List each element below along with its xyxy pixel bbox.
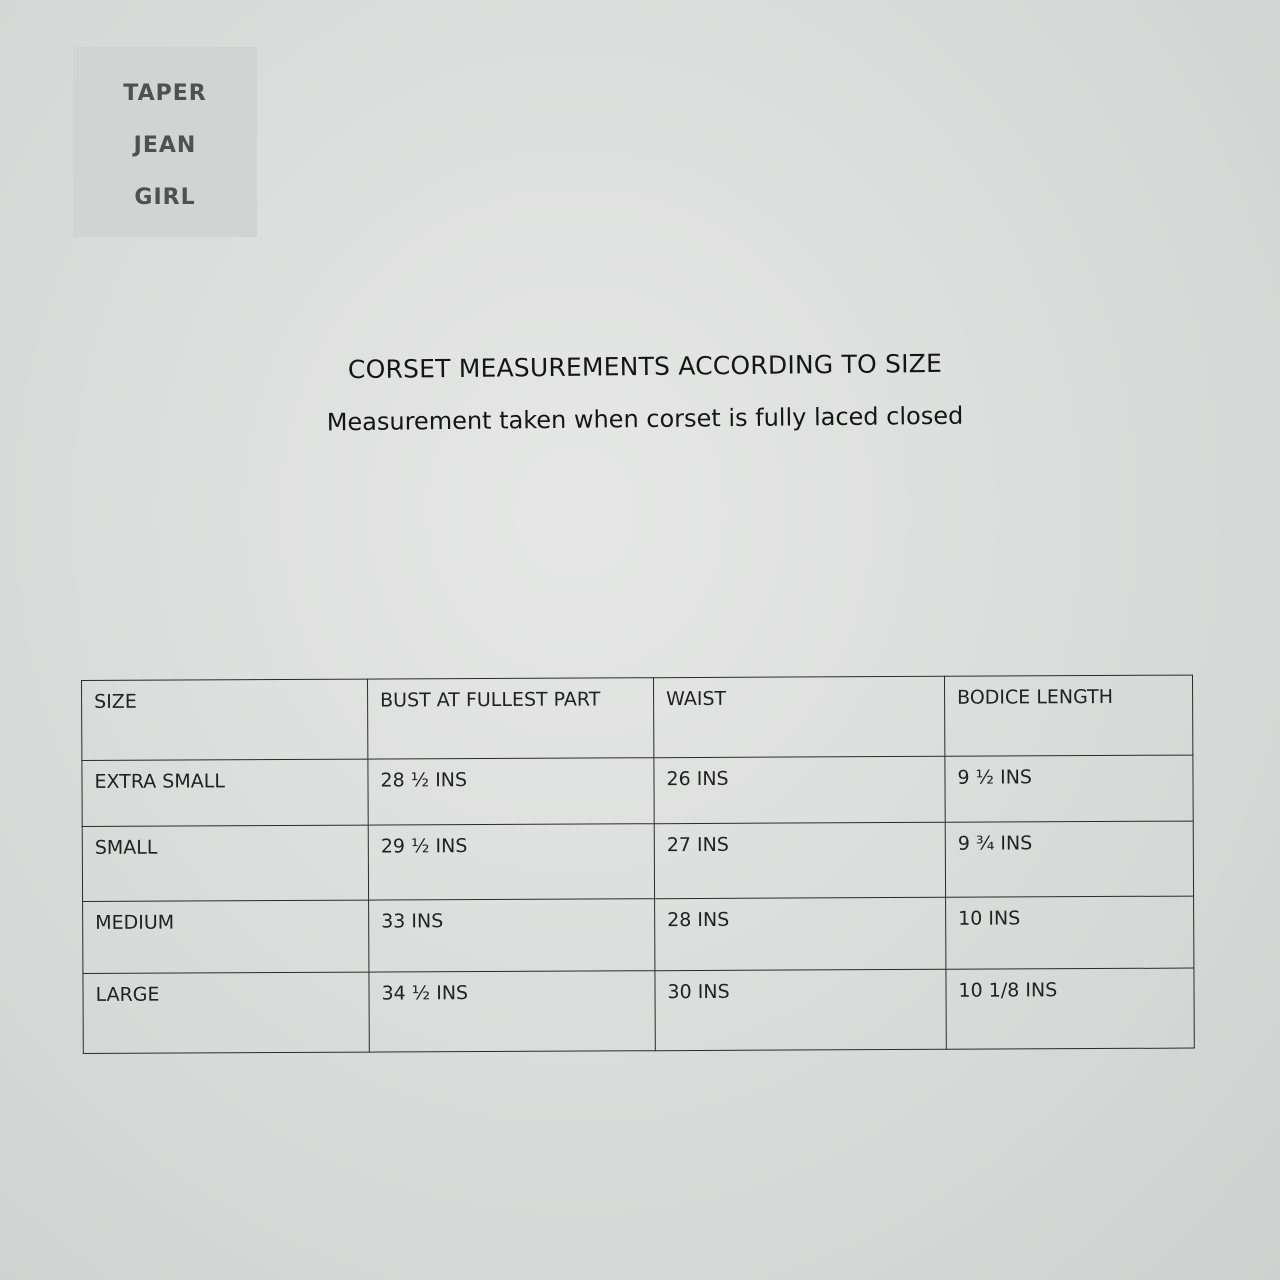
- cell-size: LARGE: [83, 972, 369, 1053]
- logo-line-2: jean: [133, 124, 197, 160]
- cell-bodice-length: 9 ½ INS: [945, 755, 1193, 822]
- cell-bust: 28 ½ INS: [368, 758, 654, 825]
- table-header-row: [82, 675, 1193, 760]
- cell-bodice-length: 9 ¾ INS: [945, 821, 1193, 897]
- measurements-table-wrapper: [81, 675, 1194, 1054]
- header-size: SIZE: [82, 679, 368, 760]
- logo-line-3: girl: [134, 176, 196, 212]
- cell-bodice-length: 10 INS: [946, 896, 1194, 969]
- table-row: [83, 896, 1194, 973]
- cell-waist: 27 INS: [654, 822, 945, 898]
- cell-bodice-length: 10 1/8 INS: [946, 968, 1194, 1049]
- measurements-table: [81, 675, 1195, 1054]
- document-title: CORSET MEASUREMENTS ACCORDING TO SIZE: [347, 348, 943, 385]
- table-row: [83, 968, 1194, 1053]
- cell-waist: 26 INS: [654, 756, 945, 823]
- cell-bust: 34 ½ INS: [369, 971, 655, 1052]
- table-row: [82, 755, 1193, 826]
- cell-waist: 30 INS: [655, 969, 946, 1050]
- header-bodice-length: BODICE LENGTH: [944, 675, 1192, 756]
- cell-bust: 29 ½ INS: [368, 824, 654, 900]
- document-subtitle: Measurement taken when corset is fully laced closed: [326, 401, 964, 437]
- header-bust: BUST AT FULLEST PART: [367, 678, 653, 759]
- cell-bust: 33 INS: [369, 899, 655, 972]
- logo: [73, 47, 257, 237]
- cell-size: SMALL: [82, 825, 368, 901]
- header-waist: WAIST: [653, 676, 944, 757]
- cell-waist: 28 INS: [655, 897, 946, 970]
- cell-size: MEDIUM: [83, 900, 369, 973]
- logo-line-1: taper: [123, 72, 207, 108]
- table-row: [82, 821, 1193, 901]
- cell-size: EXTRA SMALL: [82, 759, 368, 826]
